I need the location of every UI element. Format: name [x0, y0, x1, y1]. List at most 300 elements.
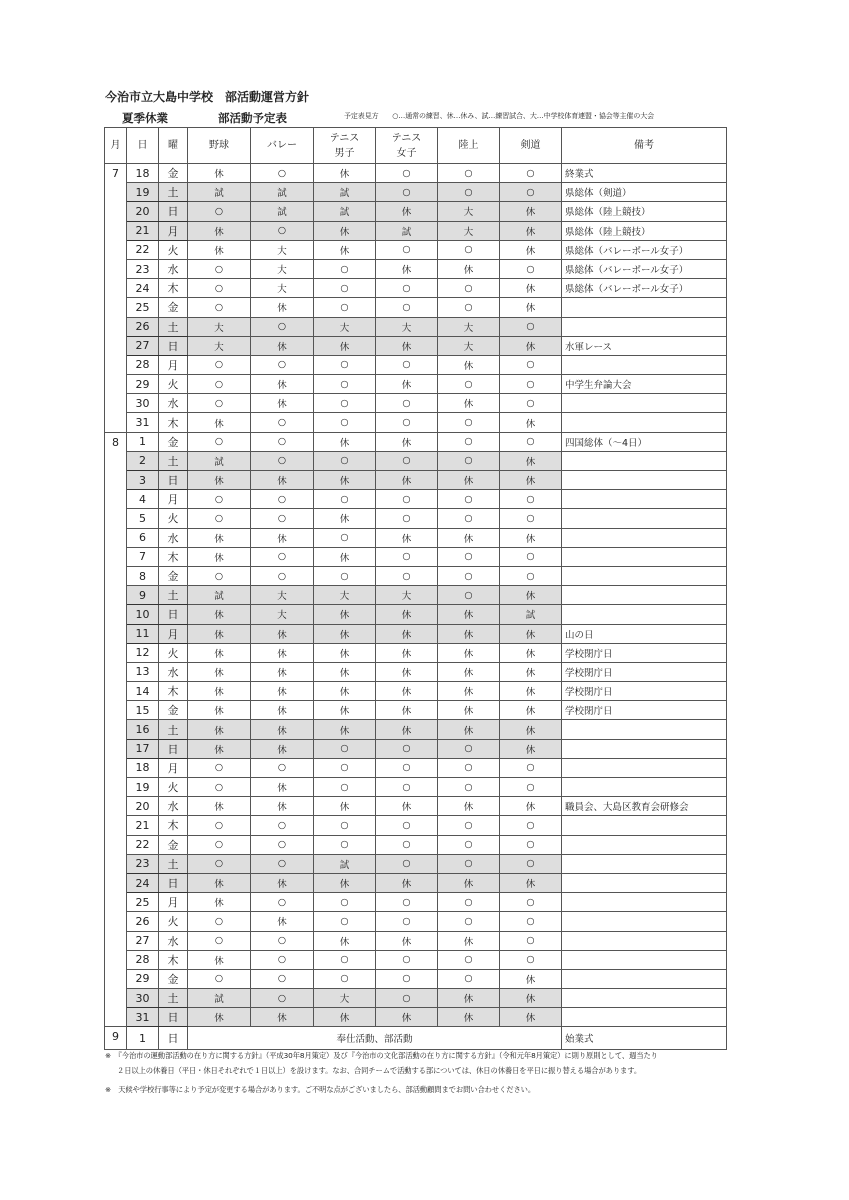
- dow-cell: 土: [159, 451, 188, 470]
- status-track: 大: [438, 336, 500, 355]
- note-cell: [562, 394, 727, 413]
- status-tennis-girls: ○: [376, 989, 438, 1008]
- month-cell: 7: [105, 164, 127, 433]
- status-tennis-girls: ○: [376, 394, 438, 413]
- status-tennis-boys: 休: [314, 1008, 376, 1027]
- status-baseball: 休: [188, 893, 251, 912]
- status-tennis-boys: 休: [314, 682, 376, 701]
- status-volleyball: ○: [251, 854, 314, 873]
- status-track: 休: [438, 1008, 500, 1027]
- status-baseball: 休: [188, 797, 251, 816]
- status-kendo: ○: [500, 835, 562, 854]
- table-row: [105, 893, 727, 912]
- status-baseball: 休: [188, 624, 251, 643]
- status-tennis-girls: ○: [376, 969, 438, 988]
- day-cell: 15: [127, 701, 159, 720]
- status-kendo: 休: [500, 701, 562, 720]
- status-volleyball: ○: [251, 566, 314, 585]
- status-volleyball: 休: [251, 682, 314, 701]
- status-track: 休: [438, 720, 500, 739]
- status-track: ○: [438, 816, 500, 835]
- status-track: 休: [438, 989, 500, 1008]
- status-kendo: 休: [500, 662, 562, 681]
- day-cell: 18: [127, 758, 159, 777]
- table-row: [105, 164, 727, 183]
- legend-text: 予定表見方 ○…通常の練習、休…休み、試…練習試合、大…中学校体育連盟・協会等主催の大会: [344, 112, 655, 120]
- dow-cell: 金: [159, 566, 188, 585]
- table-row: [105, 259, 727, 278]
- dow-cell: 土: [159, 989, 188, 1008]
- status-track: ○: [438, 566, 500, 585]
- status-baseball: 大: [188, 317, 251, 336]
- dow-cell: 水: [159, 931, 188, 950]
- status-tennis-girls: 休: [376, 259, 438, 278]
- status-tennis-boys: ○: [314, 758, 376, 777]
- status-track: ○: [438, 893, 500, 912]
- status-baseball: 休: [188, 605, 251, 624]
- status-volleyball: 休: [251, 528, 314, 547]
- status-baseball: 休: [188, 221, 251, 240]
- status-track: ○: [438, 758, 500, 777]
- subtitle-summer-break: 夏季休業: [122, 111, 168, 125]
- header-baseball: 野球: [188, 128, 251, 164]
- status-volleyball: ○: [251, 893, 314, 912]
- status-kendo: 休: [500, 221, 562, 240]
- table-row: [105, 528, 727, 547]
- status-tennis-boys: ○: [314, 394, 376, 413]
- status-track: 休: [438, 355, 500, 374]
- status-volleyball: 大: [251, 259, 314, 278]
- status-kendo: 休: [500, 720, 562, 739]
- status-volleyball: 休: [251, 662, 314, 681]
- status-track: ○: [438, 778, 500, 797]
- status-tennis-girls: 休: [376, 336, 438, 355]
- status-baseball: ○: [188, 490, 251, 509]
- status-kendo: 休: [500, 279, 562, 298]
- day-cell: 17: [127, 739, 159, 758]
- note-cell: [562, 739, 727, 758]
- status-tennis-boys: ○: [314, 490, 376, 509]
- status-kendo: ○: [500, 355, 562, 374]
- status-volleyball: ○: [251, 989, 314, 1008]
- status-volleyball: ○: [251, 432, 314, 451]
- dow-cell: 金: [159, 835, 188, 854]
- dow-cell: 木: [159, 279, 188, 298]
- status-kendo: 休: [500, 451, 562, 470]
- status-track: 休: [438, 797, 500, 816]
- status-baseball: ○: [188, 816, 251, 835]
- status-track: ○: [438, 279, 500, 298]
- table-row: [105, 758, 727, 777]
- status-baseball: ○: [188, 298, 251, 317]
- status-kendo: ○: [500, 509, 562, 528]
- dow-cell: 金: [159, 701, 188, 720]
- status-tennis-boys: 休: [314, 662, 376, 681]
- status-baseball: ○: [188, 912, 251, 931]
- table-row: [105, 471, 727, 490]
- status-tennis-girls: ○: [376, 298, 438, 317]
- status-kendo: 休: [500, 336, 562, 355]
- status-kendo: ○: [500, 950, 562, 969]
- table-row: [105, 643, 727, 662]
- status-tennis-girls: ○: [376, 835, 438, 854]
- subtitle-schedule: 部活動予定表: [218, 111, 287, 125]
- status-baseball: 休: [188, 873, 251, 892]
- table-row: [105, 432, 727, 451]
- day-cell: 23: [127, 854, 159, 873]
- status-baseball: 休: [188, 528, 251, 547]
- day-cell: 22: [127, 240, 159, 259]
- note-cell: [562, 547, 727, 566]
- status-baseball: ○: [188, 394, 251, 413]
- table-row: [105, 413, 727, 432]
- note-cell: [562, 816, 727, 835]
- header-note: 備考: [562, 128, 727, 164]
- table-row: [105, 202, 727, 221]
- status-kendo: 休: [500, 586, 562, 605]
- status-volleyball: 休: [251, 643, 314, 662]
- table-row: [105, 1008, 727, 1027]
- status-volleyball: 休: [251, 873, 314, 892]
- status-tennis-boys: 休: [314, 547, 376, 566]
- note-cell: [562, 528, 727, 547]
- status-baseball: 休: [188, 662, 251, 681]
- status-track: ○: [438, 547, 500, 566]
- status-tennis-boys: 休: [314, 471, 376, 490]
- table-row: [105, 566, 727, 585]
- day-cell: 27: [127, 931, 159, 950]
- dow-cell: 金: [159, 298, 188, 317]
- status-baseball: 試: [188, 183, 251, 202]
- note-cell: 県総体（バレーボール女子）: [562, 279, 727, 298]
- status-tennis-boys: 休: [314, 701, 376, 720]
- status-tennis-girls: ○: [376, 183, 438, 202]
- status-tennis-girls: 休: [376, 797, 438, 816]
- note-cell: [562, 950, 727, 969]
- status-tennis-girls: 休: [376, 624, 438, 643]
- table-row: [105, 605, 727, 624]
- day-cell: 18: [127, 164, 159, 183]
- table-row: [105, 547, 727, 566]
- status-volleyball: 休: [251, 778, 314, 797]
- note-cell: 県総体（陸上競技）: [562, 221, 727, 240]
- day-cell: 31: [127, 1008, 159, 1027]
- day-cell: 10: [127, 605, 159, 624]
- dow-cell: 火: [159, 240, 188, 259]
- note-cell: 中学生弁論大会: [562, 375, 727, 394]
- club-schedule-table: [104, 127, 727, 1050]
- status-volleyball: 休: [251, 797, 314, 816]
- dow-cell: 月: [159, 624, 188, 643]
- status-tennis-boys: ○: [314, 778, 376, 797]
- status-volleyball: ○: [251, 816, 314, 835]
- status-track: 大: [438, 317, 500, 336]
- status-tennis-boys: 休: [314, 624, 376, 643]
- table-row: [105, 279, 727, 298]
- status-kendo: 休: [500, 969, 562, 988]
- status-baseball: ○: [188, 279, 251, 298]
- footnote-1-cont: ２日以上の休養日（平日・休日それぞれで１日以上）を設けます。なお、合同チームで活動する部については、休日の休養日を平日に振り替える場合があります。: [117, 1066, 642, 1075]
- day-cell: 27: [127, 336, 159, 355]
- status-track: 休: [438, 471, 500, 490]
- note-cell: [562, 989, 727, 1008]
- status-tennis-boys: ○: [314, 566, 376, 585]
- table-row: [105, 720, 727, 739]
- day-cell: 16: [127, 720, 159, 739]
- dow-cell: 金: [159, 432, 188, 451]
- status-volleyball: 休: [251, 720, 314, 739]
- status-tennis-girls: ○: [376, 893, 438, 912]
- status-tennis-girls: ○: [376, 509, 438, 528]
- status-tennis-girls: 休: [376, 873, 438, 892]
- status-volleyball: ○: [251, 317, 314, 336]
- day-cell: 25: [127, 298, 159, 317]
- day-cell: 23: [127, 259, 159, 278]
- table-row: [105, 835, 727, 854]
- status-tennis-boys: ○: [314, 375, 376, 394]
- status-baseball: 休: [188, 471, 251, 490]
- status-track: ○: [438, 490, 500, 509]
- dow-cell: 水: [159, 528, 188, 547]
- status-volleyball: ○: [251, 758, 314, 777]
- status-baseball: ○: [188, 854, 251, 873]
- table-row: [105, 509, 727, 528]
- status-volleyball: 大: [251, 605, 314, 624]
- status-volleyball: ○: [251, 509, 314, 528]
- header-volleyball: バレー: [251, 128, 314, 164]
- status-tennis-boys: ○: [314, 969, 376, 988]
- note-cell: 県総体（剣道）: [562, 183, 727, 202]
- status-volleyball: 休: [251, 394, 314, 413]
- status-tennis-girls: ○: [376, 547, 438, 566]
- note-cell: [562, 355, 727, 374]
- status-baseball: ○: [188, 969, 251, 988]
- table-row: [105, 298, 727, 317]
- status-kendo: ○: [500, 317, 562, 336]
- status-baseball: ○: [188, 355, 251, 374]
- table-row: [105, 317, 727, 336]
- status-track: 休: [438, 873, 500, 892]
- status-track: ○: [438, 912, 500, 931]
- dow-cell: 日: [159, 202, 188, 221]
- status-volleyball: ○: [251, 931, 314, 950]
- note-cell: [562, 413, 727, 432]
- note-cell: 終業式: [562, 164, 727, 183]
- status-baseball: 休: [188, 547, 251, 566]
- status-track: ○: [438, 586, 500, 605]
- status-kendo: ○: [500, 547, 562, 566]
- status-tennis-boys: ○: [314, 912, 376, 931]
- dow-cell: 金: [159, 164, 188, 183]
- day-cell: 28: [127, 950, 159, 969]
- dow-cell: 月: [159, 893, 188, 912]
- status-tennis-girls: ○: [376, 950, 438, 969]
- status-tennis-boys: ○: [314, 893, 376, 912]
- day-cell: 4: [127, 490, 159, 509]
- header-dow: 曜: [159, 128, 188, 164]
- note-cell: [562, 298, 727, 317]
- status-baseball: ○: [188, 509, 251, 528]
- dow-cell: 月: [159, 490, 188, 509]
- table-row: [105, 682, 727, 701]
- status-tennis-boys: 休: [314, 432, 376, 451]
- table-row: [105, 778, 727, 797]
- table-row: [105, 183, 727, 202]
- dow-cell: 木: [159, 682, 188, 701]
- day-cell: 21: [127, 221, 159, 240]
- status-tennis-boys: ○: [314, 279, 376, 298]
- note-cell: [562, 969, 727, 988]
- status-tennis-boys: 休: [314, 240, 376, 259]
- status-volleyball: 休: [251, 375, 314, 394]
- day-cell: 25: [127, 893, 159, 912]
- day-cell: 26: [127, 912, 159, 931]
- note-cell: [562, 854, 727, 873]
- note-cell: [562, 490, 727, 509]
- table-row: [105, 912, 727, 931]
- status-baseball: 休: [188, 682, 251, 701]
- status-tennis-boys: 休: [314, 720, 376, 739]
- status-kendo: ○: [500, 259, 562, 278]
- status-kendo: 試: [500, 605, 562, 624]
- status-tennis-girls: ○: [376, 490, 438, 509]
- dow-cell: 日: [159, 605, 188, 624]
- day-cell: 24: [127, 873, 159, 892]
- status-kendo: 休: [500, 202, 562, 221]
- status-tennis-girls: ○: [376, 355, 438, 374]
- status-volleyball: 休: [251, 298, 314, 317]
- status-tennis-boys: 大: [314, 586, 376, 605]
- status-volleyball: ○: [251, 221, 314, 240]
- status-volleyball: ○: [251, 950, 314, 969]
- dow-cell: 木: [159, 950, 188, 969]
- table-row: [105, 797, 727, 816]
- note-cell: 山の日: [562, 624, 727, 643]
- footnote-2: ※ 天候や学校行事等により予定が変更する場合があります。ご不明な点がございましたら、部活動顧問までお問い合わせください。: [105, 1085, 536, 1094]
- dow-cell: 火: [159, 509, 188, 528]
- document-title: 今治市立大島中学校 部活動運営方針: [105, 90, 310, 104]
- dow-cell: 土: [159, 854, 188, 873]
- table-row: [105, 355, 727, 374]
- day-cell: 19: [127, 183, 159, 202]
- day-cell: 11: [127, 624, 159, 643]
- dow-cell: 月: [159, 355, 188, 374]
- table-row: [105, 490, 727, 509]
- status-baseball: 試: [188, 586, 251, 605]
- note-cell: 四国総体（～4日）: [562, 432, 727, 451]
- note-cell: 学校閉庁日: [562, 701, 727, 720]
- status-volleyball: 大: [251, 586, 314, 605]
- status-track: ○: [438, 854, 500, 873]
- status-kendo: 休: [500, 682, 562, 701]
- status-kendo: 休: [500, 471, 562, 490]
- status-tennis-boys: 休: [314, 221, 376, 240]
- status-baseball: 休: [188, 950, 251, 969]
- status-kendo: ○: [500, 183, 562, 202]
- status-volleyball: ○: [251, 547, 314, 566]
- status-volleyball: ○: [251, 969, 314, 988]
- status-tennis-girls: ○: [376, 413, 438, 432]
- status-tennis-girls: ○: [376, 816, 438, 835]
- status-tennis-girls: 休: [376, 202, 438, 221]
- status-volleyball: ○: [251, 164, 314, 183]
- status-tennis-boys: 大: [314, 989, 376, 1008]
- status-volleyball: 休: [251, 624, 314, 643]
- status-volleyball: ○: [251, 413, 314, 432]
- day-cell: 14: [127, 682, 159, 701]
- status-tennis-boys: ○: [314, 950, 376, 969]
- table-row: [105, 586, 727, 605]
- note-cell: [562, 912, 727, 931]
- status-volleyball: 試: [251, 202, 314, 221]
- footnote-1: ※ 『今治市の運動部活動の在り方に関する方針』（平成30年8月策定）及び『今治市の文化部活動の在り方に関する方針』（令和元年8月策定）に則り原則として、週当たり: [105, 1051, 658, 1060]
- status-kendo: ○: [500, 375, 562, 394]
- status-kendo: ○: [500, 778, 562, 797]
- table-row: [105, 969, 727, 988]
- status-tennis-girls: 休: [376, 643, 438, 662]
- note-cell: 県総体（バレーボール女子）: [562, 259, 727, 278]
- status-kendo: 休: [500, 240, 562, 259]
- day-cell: 8: [127, 566, 159, 585]
- day-cell: 28: [127, 355, 159, 374]
- dow-cell: 火: [159, 778, 188, 797]
- status-track: ○: [438, 451, 500, 470]
- month-cell: 8: [105, 432, 127, 1027]
- note-cell: 学校閉庁日: [562, 662, 727, 681]
- table-row: [105, 739, 727, 758]
- status-tennis-girls: ○: [376, 240, 438, 259]
- dow-cell: 土: [159, 720, 188, 739]
- status-tennis-boys: 休: [314, 509, 376, 528]
- status-baseball: 休: [188, 164, 251, 183]
- status-tennis-boys: ○: [314, 739, 376, 758]
- status-tennis-boys: ○: [314, 259, 376, 278]
- dow-cell: 火: [159, 643, 188, 662]
- dow-cell: 水: [159, 797, 188, 816]
- dow-cell: 日: [159, 739, 188, 758]
- status-kendo: ○: [500, 931, 562, 950]
- status-volleyball: 大: [251, 279, 314, 298]
- status-volleyball: 休: [251, 1008, 314, 1027]
- status-kendo: ○: [500, 432, 562, 451]
- status-baseball: ○: [188, 202, 251, 221]
- day-cell: 22: [127, 835, 159, 854]
- status-kendo: ○: [500, 816, 562, 835]
- status-baseball: ○: [188, 566, 251, 585]
- note-cell: [562, 873, 727, 892]
- status-kendo: ○: [500, 893, 562, 912]
- status-baseball: 試: [188, 989, 251, 1008]
- note-cell: [562, 605, 727, 624]
- note-cell: [562, 471, 727, 490]
- dow-cell: 日: [159, 1008, 188, 1027]
- status-track: ○: [438, 739, 500, 758]
- day-cell: 20: [127, 202, 159, 221]
- table-row: [105, 854, 727, 873]
- note-cell: [562, 835, 727, 854]
- status-kendo: 休: [500, 528, 562, 547]
- status-tennis-boys: 休: [314, 164, 376, 183]
- status-kendo: ○: [500, 758, 562, 777]
- status-track: ○: [438, 950, 500, 969]
- status-track: ○: [438, 835, 500, 854]
- status-tennis-boys: ○: [314, 413, 376, 432]
- status-volleyball: 休: [251, 701, 314, 720]
- status-tennis-girls: 休: [376, 528, 438, 547]
- day-cell: 9: [127, 586, 159, 605]
- status-kendo: ○: [500, 912, 562, 931]
- status-baseball: ○: [188, 931, 251, 950]
